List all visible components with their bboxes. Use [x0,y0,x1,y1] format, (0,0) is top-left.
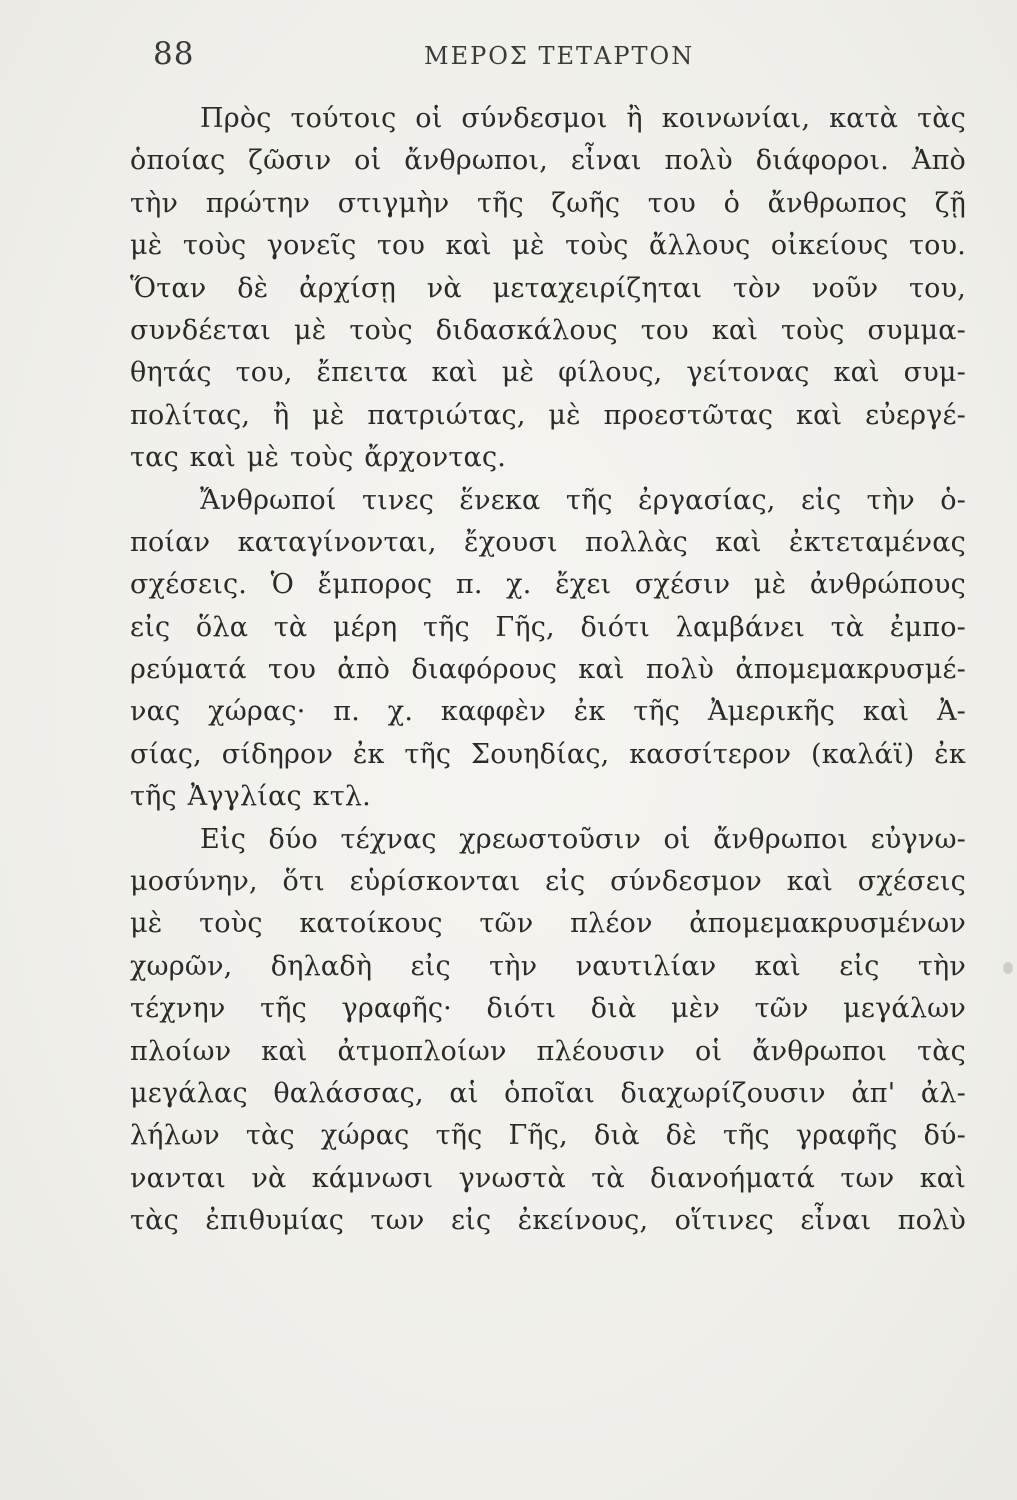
text-line: σίας, σίδηρον ἐκ τῆς Σουηδίας, κασσίτερον (καλάϊ) ἐκ [130,738,966,770]
text-line: σχέσεις. Ὁ ἔμπορος π. χ. ἔχει σχέσιν μὲ ἀνθρώπους [130,569,966,601]
text-line: Πρὸς τούτοις οἱ σύνδεσμοι ἢ κοινωνίαι, κατὰ τὰς [200,103,966,134]
text-line: χωρῶν, δηλαδὴ εἰς τὴν ναυτιλίαν καὶ εἰς τὴν [130,950,966,982]
text-line: τὴν πρώτην στιγμὴν τῆς ζωῆς του ὁ ἄνθρωπος ζῇ [130,187,966,219]
text-line: ποίαν καταγίνονται, ἔχουσι πολλὰς καὶ ἐκτεταμένας [130,526,966,558]
text-line: τέχνην τῆς γραφῆς· διότι διὰ μὲν τῶν μεγάλων [130,993,966,1025]
ink-smudge [1003,962,1013,974]
text-line: τας καὶ μὲ τοὺς ἄρχοντας. [130,442,507,474]
text-line: Ἄνθρωποί τινες ἕνεκα τῆς ἐργασίας, εἰς τὴν ὁ- [200,484,966,516]
text-line: εἰς ὅλα τὰ μέρη τῆς Γῆς, διότι λαμβάνει τὰ ἐμπο- [130,611,966,643]
text-line: λήλων τὰς χώρας τῆς Γῆς, διὰ δὲ τῆς γραφῆς δύ- [130,1120,966,1152]
text-line: μοσύνην, ὅτι εὑρίσκονται εἰς σύνδεσμον καὶ σχέσεις [130,866,966,898]
text-line: ὁποίας ζῶσιν οἱ ἄνθρωποι, εἶναι πολὺ διάφοροι. Ἀπὸ [130,145,966,177]
text-line: μεγάλας θαλάσσας, αἱ ὁποῖαι διαχωρίζουσιν ἀπ' ἀλ- [130,1077,966,1109]
text-line: νας χώρας· π. χ. καφφὲν ἐκ τῆς Ἀμερικῆς καὶ Ἀ- [130,696,966,728]
text-line: τῆς Ἀγγλίας κτλ. [130,781,371,813]
text-line: ρεύματά του ἀπὸ διαφόρους καὶ πολὺ ἀπομεμακρυσμέ- [130,654,966,686]
text-line: μὲ τοὺς γονεῖς του καὶ μὲ τοὺς ἄλλους οἰκείους του. [130,230,966,262]
paragraph-3 [130,819,970,1243]
paragraph-2 [130,480,970,819]
running-head: ΜΕΡΟΣ ΤΕΤΑΡΤΟΝ [424,42,695,70]
text-line: πλοίων καὶ ἀτμοπλοίων πλέουσιν οἱ ἄνθρωποι τὰς [130,1035,966,1067]
paragraph-1 [130,98,970,480]
text-line: τὰς ἐπιθυμίας των εἰς ἐκείνους, οἵτινες εἶναι πολὺ [130,1205,966,1237]
body-text [130,98,970,1243]
text-line: μὲ τοὺς κατοίκους τῶν πλέον ἀπομεμακρυσμένων [130,908,966,940]
text-line: νανται νὰ κάμνωσι γνωστὰ τὰ διανοήματά των καὶ [130,1162,966,1194]
text-line: πολίτας, ἢ μὲ πατριώτας, μὲ προεστῶτας καὶ εὐεργέ- [130,399,966,431]
text-line: Ὅταν δὲ ἀρχίσῃ νὰ μεταχειρίζηται τὸν νοῦν του, [130,272,966,304]
text-line: Εἰς δύο τέχνας χρεωστοῦσιν οἱ ἄνθρωποι εὐγνω- [200,823,966,855]
page-header [0,32,1017,82]
text-line: συνδέεται μὲ τοὺς διδασκάλους του καὶ τοὺς συμμα- [130,314,966,346]
text-line: θητάς του, ἔπειτα καὶ μὲ φίλους, γείτονας καὶ συμ- [130,357,966,389]
page-number: 88 [153,36,195,72]
